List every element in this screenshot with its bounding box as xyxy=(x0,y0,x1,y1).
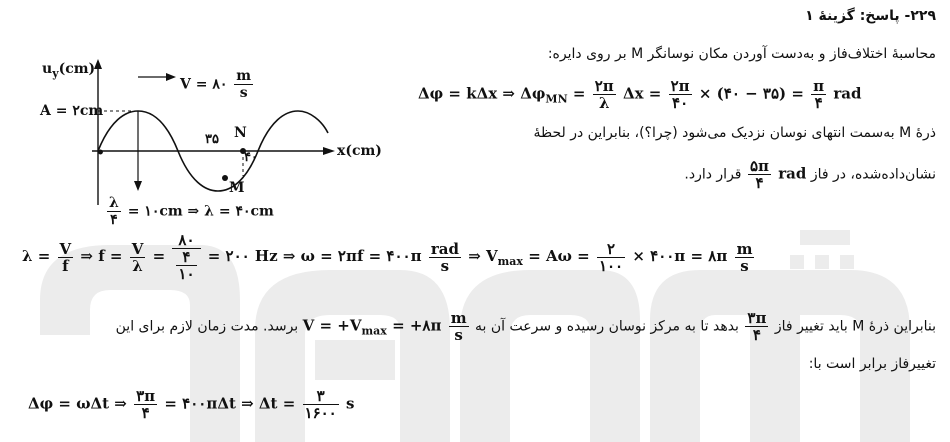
paragraph-m-phase: نشان‌داده‌شده، در فاز $\frac{۵\pi}{۴}$ rad قرار دارد. xyxy=(684,157,936,192)
frequency-velocity-equation: λ = $\frac{V}{f}$ ⇒ f = $\frac{V}{\lambda}$ = $\frac{۸۰}{\frac{۴}{۱۰}}$ = ۲۰۰ Hz ⇒ ω = ۲πf = ۴۰۰π $\frac{\text{rad}}{s}$ ⇒ $V_{max} = A\omega$ = $\frac{۲}{۱۰۰}$ × ۴۰۰π = ۸π $\frac{m}{s}$ xyxy=(22,231,753,283)
velocity-label: V = ۸۰ $\frac{m}{s}$ xyxy=(180,68,252,101)
paragraph-phase-change: بنابراین ذرهٔ M باید تغییر فاز $\frac{۳\pi}{۴}$ بدهد تا به مرکز نوسان رسیده و سرعت آن به $V = +V_{max}$ = +۸π $\frac{m}{s}$ برسد. مدت زمان لازم برای این xyxy=(115,309,936,344)
x-axis-label: x(cm) xyxy=(337,143,382,159)
down-arrow-icon xyxy=(134,181,142,191)
phase-difference-equation: Δφ = kΔx ⇒ $\Delta\varphi_{MN}$ = $\frac{۲\pi}{\lambda}$ Δx = $\frac{۲\pi}{۴۰}$ × (۴۰ − ۳۵) = $\frac{\pi}{۴}$ rad xyxy=(418,77,862,112)
velocity-arrow-icon xyxy=(166,73,176,81)
paragraph-time-intro: تغییرفاز برابر است با: xyxy=(808,356,936,372)
point-m-label: M xyxy=(229,180,245,196)
y-axis-label: $u_y(cm)$ xyxy=(42,61,96,80)
mark-40: ۴۰ xyxy=(244,150,258,165)
point-n-label: N xyxy=(234,125,247,141)
mark-35: ۳۵ xyxy=(205,132,219,147)
x-axis-arrow-icon xyxy=(323,147,335,155)
paragraph-m-direction: ذرهٔ M به‌سمت انتهای نوسان نزدیک می‌شود (چرا؟)، بنابراین در لحظهٔ xyxy=(533,125,936,141)
amplitude-label: A = ۲cm xyxy=(40,103,104,119)
y-axis-arrow-icon xyxy=(94,59,102,69)
point-m-dot xyxy=(222,175,228,181)
intro-text: محاسبهٔ اختلاف‌فاز و به‌دست آوردن مکان نوسانگر M بر روی دایره: xyxy=(547,46,936,62)
time-equation: Δφ = ωΔt ⇒ $\frac{۳\pi}{۴}$ = ۴۰۰πΔt ⇒ Δt = $\frac{۳}{۱۶۰۰}$ s xyxy=(28,387,355,422)
origin-mark: • xyxy=(96,145,105,161)
question-number: ۲۲۹- پاسخ: گزینهٔ ۱ xyxy=(805,8,936,24)
lambda-relation: $\frac{\lambda}{۴}$ = ۱۰cm ⇒ λ = ۴۰cm xyxy=(109,195,274,228)
